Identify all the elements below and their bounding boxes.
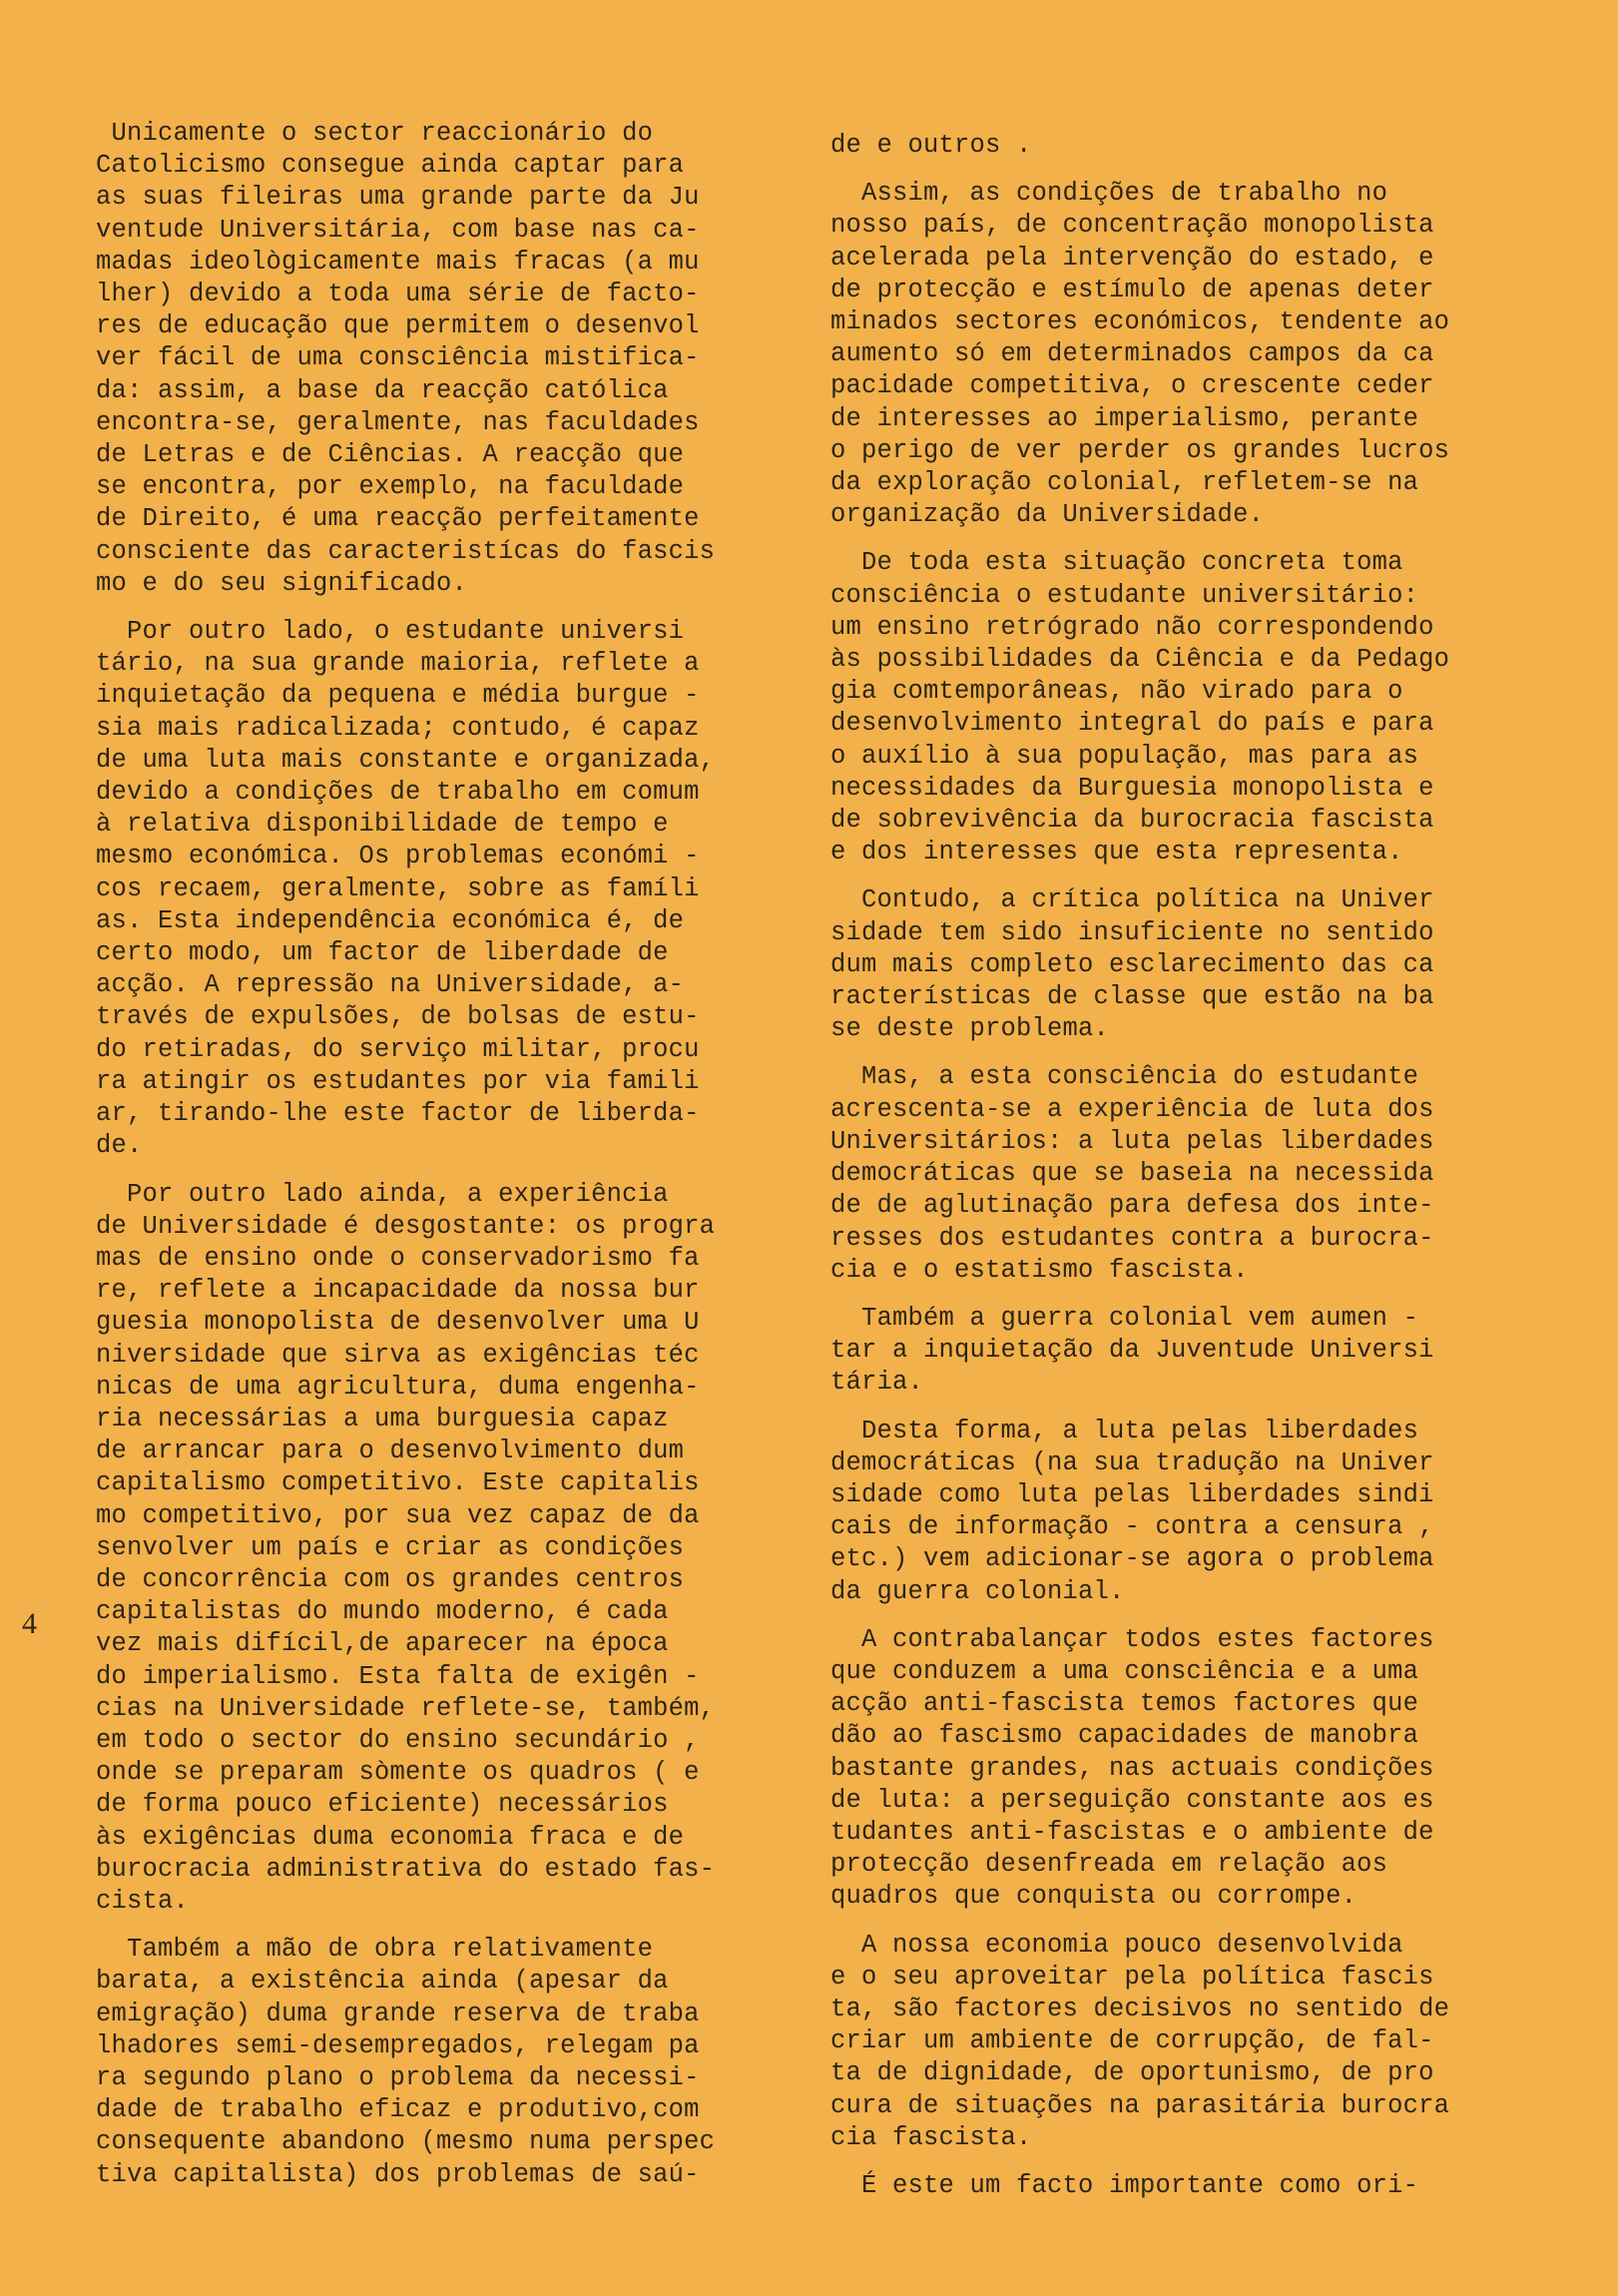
paragraph-democratic-liberties: Desta forma, a luta pelas liberdades democráticas (na sua tradução na Univer sidade como luta pelas liberdades sindi cais de informação - contra a censura , etc.) vem adicionar-se agora o problema da guerra colonial. (830, 1416, 1434, 1606)
paragraph-political-critique: Contudo, a crítica política na Univer sidade tem sido insuficiente no sentido dum mais completo esclarecimento das ca racterísticas de classe que estão na ba se deste problema. (830, 885, 1434, 1044)
paragraph-working-conditions: Assim, as condições de trabalho no nosso país, de concentração monopolista acelerada pela intervenção do estado, e de protecção e estímulo de apenas deter minados sectores económicos, tendente ao aumento só em determinados campos da ca pacidade competitiva, o crescente ceder de interesses ao imperialismo, perante o perigo de ver perder os grandes lucros da exploração colonial, refletem-se na organização da Universidade. (830, 179, 1450, 530)
paragraph-colonial-war: Também a guerra colonial vem aumen - tar a inquietação da Juventude Universi tária. (830, 1303, 1434, 1398)
paragraph-student-awareness: De toda esta situação concreta toma consciência o estudante universitário: um ensino retrógrado não correspondendo às possibilidades da Ciência e da Pedago gia comtemporâneas, não virado para o desenvolvimento integral do país e para o auxílio à sua população, mas para as necessidades da Burguesia monopolista e de sobrevivência da burocracia fascista e dos interesses que esta representa. (830, 548, 1450, 867)
page-number: 4 (22, 1607, 37, 1640)
paragraph-economy: A nossa economia pouco desenvolvida e o seu aproveitar pela política fascis ta, são factores decisivos no sentido de criar um ambiente de corrupção, de fal- ta de dignidade, de oportunismo, de pro cura de situações na parasitária burocra cia fascista. (830, 1930, 1450, 2152)
paragraph-student-inquietude: Por outro lado, o estudante universi tário, na sua grande maioria, reflete a inquietação da pequena e média burgue - sia mais radicalizada; contudo, é capaz de uma luta mais constante e organizada, devido a condições de trabalho em comum à relativa disponibilidade de tempo e mesmo económica. Os problemas económi - cos recaem, geralmente, sobre as famíli as. Esta independência económica é, de certo modo, um factor de liberdade de acção. A repressão na Universidade, a- través de expulsões, de bolsas de estu- do retiradas, do serviço militar, procu ra atingir os estudantes por via famili ar, tirando-lhe este factor de liberda- de. (96, 617, 716, 1161)
left-text-column (96, 118, 735, 2207)
paragraph-cheap-labour: Também a mão de obra relativamente barata, a existência ainda (apesar da emigração) duma grande reserva de traba lhadores semi-desempregados, relegam pa ra segundo plano o problema da necessi- dade de trabalho eficaz e produtivo,com consequente abandono (mesmo numa perspec tiva capitalista) dos problemas de saú- (96, 1935, 716, 2189)
paragraph-catholicism: Unicamente o sector reaccionário do Catolicismo consegue ainda captar para as suas fileiras uma grande parte da Ju ventude Universitária, com base nas ca- madas ideològicamente mais fracas (a mu lher) devido a toda uma série de facto- res de educação que permitem o desenvol ver fácil de uma consciência mistifica- da: assim, a base da reacção católica encontra-se, geralmente, nas faculdades de Letras e de Ciências. A reacção que se encontra, por exemplo, na faculdade de Direito, é uma reacção perfeitamente consciente das caracteristícas do fascis mo e do seu significado. (96, 119, 716, 598)
paragraph-university-experience: Por outro lado ainda, a experiência de Universidade é desgostante: os progra mas de ensino onde o conservadorismo fa re, reflete a incapacidade da nossa bur guesia monopolista de desenvolver uma U niversidade que sirva as exigências téc nicas de uma agricultura, duma engenha- ria necessárias a uma burguesia capaz de arrancar para o desenvolvimento dum capitalismo competitivo. Este capitalis mo competitivo, por sua vez capaz de da senvolver um país e criar as condições de concorrência com os grandes centros capitalistas do mundo moderno, é cada vez mais difícil,de aparecer na época do imperialismo. Esta falta de exigên - cias na Universidade reflete-se, também, em todo o sector do ensino secundário , onde se preparam sòmente os quadros ( e de forma pouco eficiente) necessários às exigências duma economia fraca e de burocracia administrativa do estado fas- cista. (96, 1179, 716, 1916)
paragraph-final-line: É este um facto importante como ori- (830, 2170, 1419, 2200)
paragraph-struggle-experience: Mas, a esta consciência do estudante acrescenta-se a experiência de luta dos Universitários: a luta pelas liberdades democráticas que se baseia na necessida de de aglutinação para defesa dos inte- resses dos estudantes contra a burocra- cia e o estatismo fascista. (830, 1062, 1434, 1285)
right-text-column (830, 130, 1467, 2218)
paragraph-counterbalancing-factors: A contrabalançar todos estes factores que conduzem a uma consciência e a uma acção anti-fascista temos factores que dão ao fascismo capacidades de manobra bastante grandes, nas actuais condições de luta: a perseguição constante aos es tudantes anti-fascistas e o ambiente de protecção desenfreada em relação aos quadros que conquista ou corrompe. (830, 1624, 1434, 1912)
paragraph-continuation: de e outros . (830, 131, 1032, 160)
